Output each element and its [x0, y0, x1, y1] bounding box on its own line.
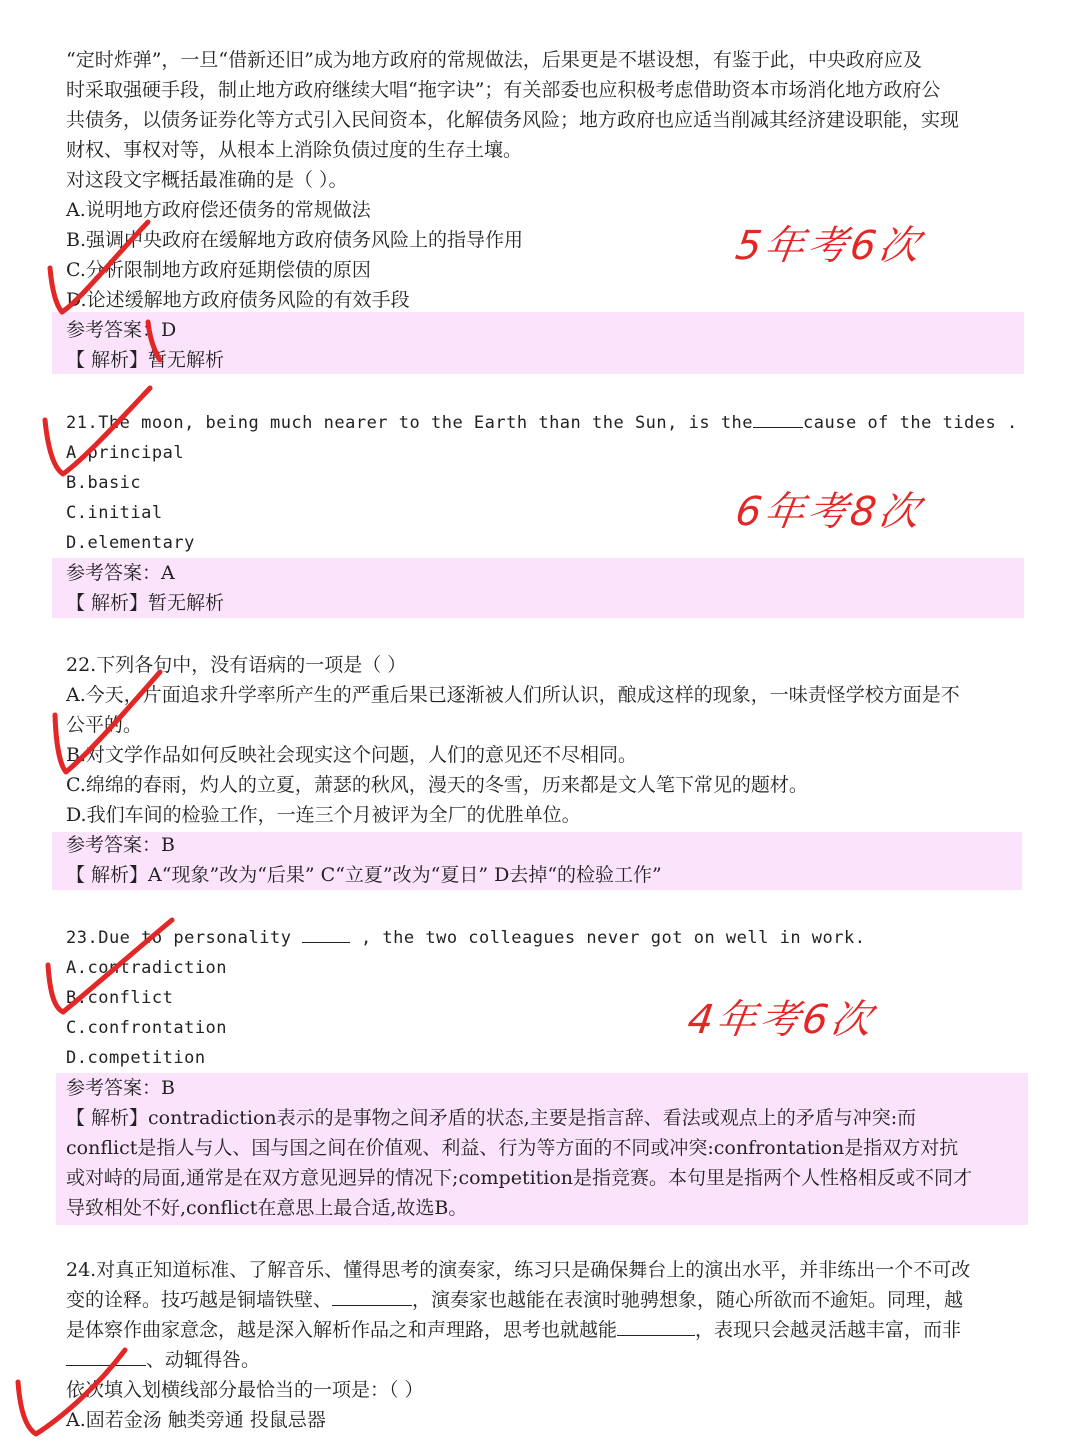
q24-line-3	[66, 1315, 961, 1345]
q21-analysis: 【 解析】暂无解析	[66, 592, 225, 614]
q23-answer: 参考答案：B	[66, 1077, 175, 1099]
q23-option-c: C.confrontation	[66, 1018, 228, 1038]
q22-analysis: 【 解析】A“现象”改为“后果” C“立夏”改为“夏日” D去掉“的检验工作”	[66, 864, 662, 886]
q24-option-a: A.固若金汤 触类旁通 投鼠忌器	[66, 1409, 326, 1431]
q22-option-d: D.我们车间的检验工作，一连三个月被评为全厂的优胜单位。	[66, 804, 581, 826]
q21-option-d: D.elementary	[66, 533, 195, 553]
q20-passage-line-1: “定时炸弹”，一旦“借新还旧”成为地方政府的常规做法，后果更是不堪设想，有鉴于此，中央政府应及	[66, 49, 922, 71]
q21-blank	[753, 409, 803, 428]
q20-option-b: B.强调中央政府在缓解地方政府债务风险上的指导作用	[66, 229, 524, 251]
q20-question: 对这段文字概括最准确的是（ ）。	[66, 169, 348, 191]
q23-option-b: B.conflict	[66, 988, 174, 1008]
q21-handwritten-note: 6年考8次	[732, 489, 926, 535]
q22-stem: 22.下列各句中，没有语病的一项是（ ）	[66, 654, 407, 676]
q21-option-c: C.initial	[66, 503, 163, 523]
q21-stem	[66, 408, 1018, 438]
q24-blank-1	[332, 1287, 412, 1306]
q21-option-a: A.principal	[66, 443, 185, 463]
q22-option-b: B.对文学作品如何反映社会现实这个问题，人们的意见还不尽相同。	[66, 744, 638, 766]
q20-passage-line-3: 共债务，以债务证券化等方式引入民间资本，化解债务风险；地方政府也应适当削减其经济建设职能，实现	[66, 109, 960, 131]
q22-answer: 参考答案：B	[66, 834, 175, 856]
q21-stem-before: 21.The moon, being much nearer to the Earth than the Sun, is the	[66, 413, 754, 433]
q24-line-1: 24.对真正知道标准、了解音乐、懂得思考的演奏家，练习只是确保舞台上的演出水平，并非练出一个不可改	[66, 1259, 971, 1281]
q24-line-2-b: ，演奏家也越能在表演时驰骋想象，随心所欲而不逾矩。同理，越	[412, 1289, 964, 1311]
q20-answer: 参考答案：D	[66, 319, 177, 341]
q21-answer: 参考答案：A	[66, 562, 175, 584]
q21-option-b: B.basic	[66, 473, 142, 493]
q23-analysis-line-1: 【 解析】contradiction表示的是事物之间矛盾的状态,主要是指言辞、看法或观点上的矛盾与冲突:而	[66, 1107, 917, 1129]
q20-passage-line-2: 时采取强硬手段，制止地方政府继续大唱“拖字诀”；有关部委也应积极考虑借助资本市场消化地方政府公	[66, 79, 941, 101]
q20-option-a: A.说明地方政府偿还债务的常规做法	[66, 199, 371, 221]
q23-stem-before: 23.Due to personality	[66, 928, 292, 948]
q23-analysis-line-3: 或对峙的局面,通常是在双方意见迥异的情况下;competition是指竞赛。本句里是指两个人性格相反或不同才	[66, 1167, 973, 1189]
q24-blank-3	[66, 1347, 146, 1366]
q23-option-a: A.contradiction	[66, 958, 228, 978]
q20-option-d: D.论述缓解地方政府债务风险的有效手段	[66, 289, 410, 311]
q23-analysis-line-4: 导致相处不好,conflict在意思上最合适,故选B。	[66, 1197, 468, 1219]
q24-line-2-a: 变的诠释。技巧越是铜墙铁壁、	[66, 1289, 333, 1311]
q22-option-a: A.今天，片面追求升学率所产生的严重后果已逐渐被人们所认识，酿成这样的现象，一味责怪学校方面是不	[66, 684, 960, 706]
q22-option-a-cont: 公平的。	[66, 714, 143, 736]
q24-line-4-text: 、动辄得咎。	[146, 1349, 261, 1371]
q21-stem-after: cause of the tides .	[803, 413, 1018, 433]
q20-option-c: C.分析限制地方政府延期偿债的原因	[66, 259, 371, 281]
q23-analysis-line-2: conflict是指人与人、国与国之间在价值观、利益、行为等方面的不同或冲突:confrontation是指双方对抗	[66, 1137, 959, 1159]
q24-line-4	[66, 1345, 260, 1375]
q23-stem	[66, 923, 865, 953]
q23-option-d: D.competition	[66, 1048, 206, 1068]
q23-handwritten-note: 4年考6次	[684, 997, 878, 1043]
q20-analysis: 【 解析】暂无解析	[66, 349, 225, 371]
q23-blank	[302, 924, 350, 943]
q24-blank-2	[617, 1317, 695, 1336]
q24-line-3-a: 是体察作曲家意念，越是深入解析作品之和声理路，思考也就越能	[66, 1319, 618, 1341]
q24-line-2	[66, 1285, 963, 1315]
q22-option-c: C.绵绵的春雨，灼人的立夏，萧瑟的秋风，漫天的冬雪，历来都是文人笔下常见的题材。	[66, 774, 808, 796]
q24-question: 依次填入划横线部分最恰当的一项是：（ ）	[66, 1379, 424, 1401]
q24-line-3-b: ，表现只会越灵活越丰富，而非	[695, 1319, 962, 1341]
q20-passage-line-4: 财权、事权对等，从根本上消除负债过度的生存土壤。	[66, 139, 523, 161]
q20-handwritten-note: 5年考6次	[732, 223, 926, 269]
q23-stem-after: , the two colleagues never got on well in work.	[360, 928, 866, 948]
